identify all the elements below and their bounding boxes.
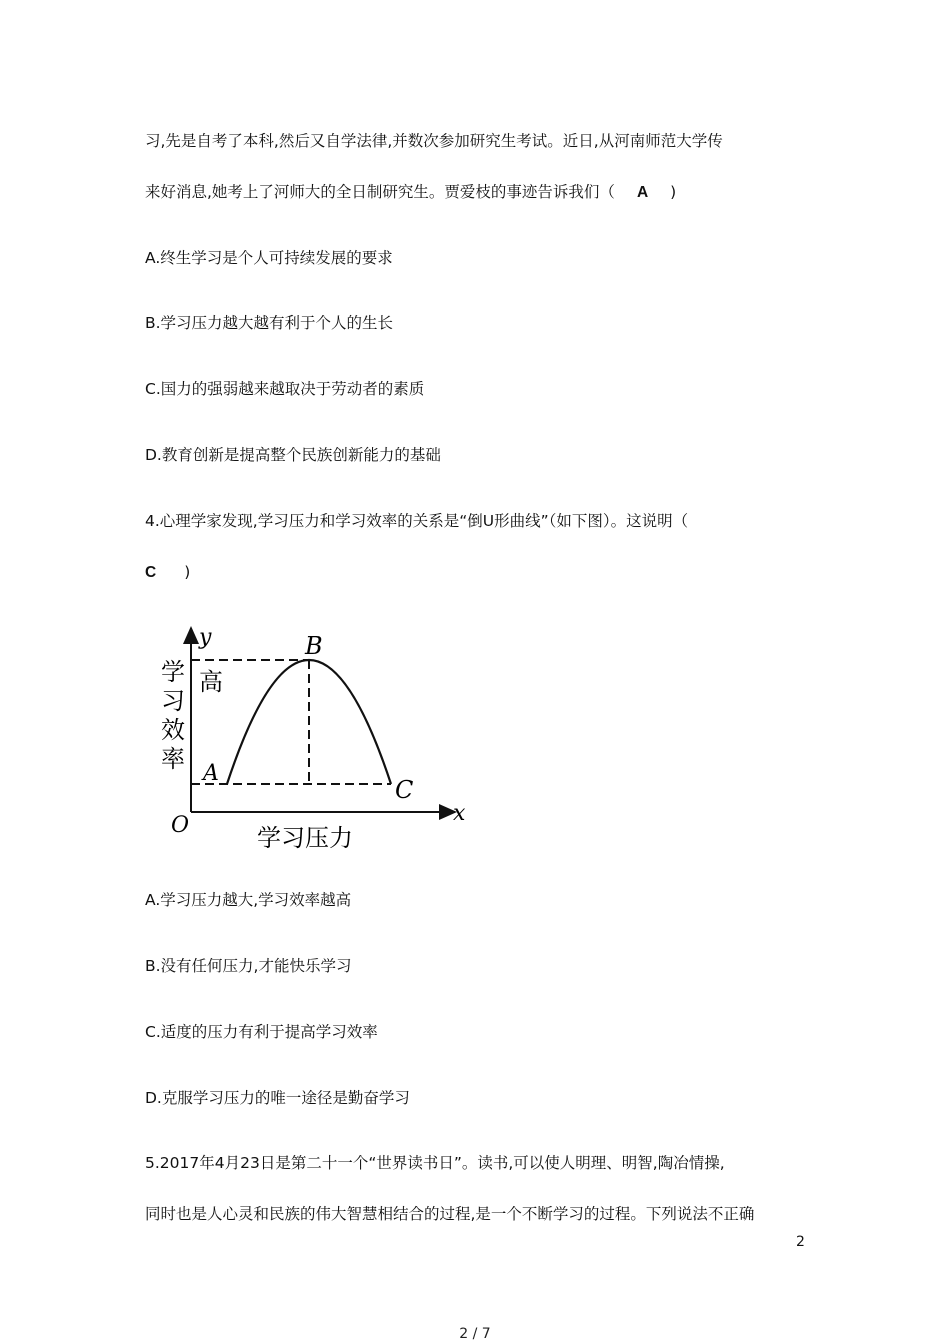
- y-label-char-1: 学: [161, 658, 185, 686]
- y-label-char-2: 习: [161, 687, 185, 715]
- option-4a: A.学习压力越大,学习效率越高: [145, 891, 352, 909]
- answer-q3: A: [636, 184, 649, 201]
- question-4: 4.心理学家发现,学习压力和学习效率的关系是“倒U形曲线”（如下图）。这说明（: [145, 512, 689, 530]
- y-axis-symbol: y: [199, 625, 212, 650]
- line-2-text: 来好消息,她考上了河师大的全日制研究生。贾爱枝的事迹告诉我们（: [145, 183, 615, 201]
- page-footer: 2 / 7: [459, 1326, 491, 1342]
- x-axis-symbol: x: [453, 801, 466, 826]
- answer-q4-close: ): [184, 563, 191, 581]
- option-4d: D.克服学习压力的唯一途径是勤奋学习: [145, 1089, 410, 1107]
- question-5-line-1: 5.2017年4月23日是第二十一个“世界读书日”。读书,可以使人明理、明智,陶冶情操,: [145, 1154, 725, 1172]
- y-label-char-3: 效: [161, 716, 185, 744]
- page-number: 2: [796, 1234, 805, 1250]
- question-5-line-2: 同时也是人心灵和民族的伟大智慧相结合的过程,是一个不断学习的过程。下列说法不正确: [145, 1205, 755, 1223]
- high-label: 高: [199, 668, 223, 696]
- option-3b: B.学习压力越大越有利于个人的生长: [145, 314, 394, 332]
- option-3d: D.教育创新是提高整个民族创新能力的基础: [145, 446, 441, 464]
- x-axis-label: 学习压力: [257, 824, 353, 852]
- line-1: 习,先是自考了本科,然后又自学法律,并数次参加研究生考试。近日,从河南师范大学传: [145, 132, 723, 150]
- option-3a: A.终生学习是个人可持续发展的要求: [145, 249, 393, 267]
- point-b-label: B: [305, 632, 323, 660]
- point-c-label: C: [395, 776, 414, 804]
- y-label-char-4: 率: [161, 745, 185, 773]
- point-a-label: A: [203, 761, 219, 786]
- answer-q4: C: [145, 564, 157, 581]
- inverted-u-figure: [155, 620, 475, 860]
- origin-label: O: [171, 813, 190, 838]
- answer-q3-close: ): [670, 183, 677, 201]
- option-4c: C.适度的压力有利于提高学习效率: [145, 1023, 378, 1041]
- option-3c: C.国力的强弱越来越取决于劳动者的素质: [145, 380, 425, 398]
- option-4b: B.没有任何压力,才能快乐学习: [145, 957, 352, 975]
- line-2: [145, 182, 676, 203]
- answer-line-4: [145, 562, 190, 583]
